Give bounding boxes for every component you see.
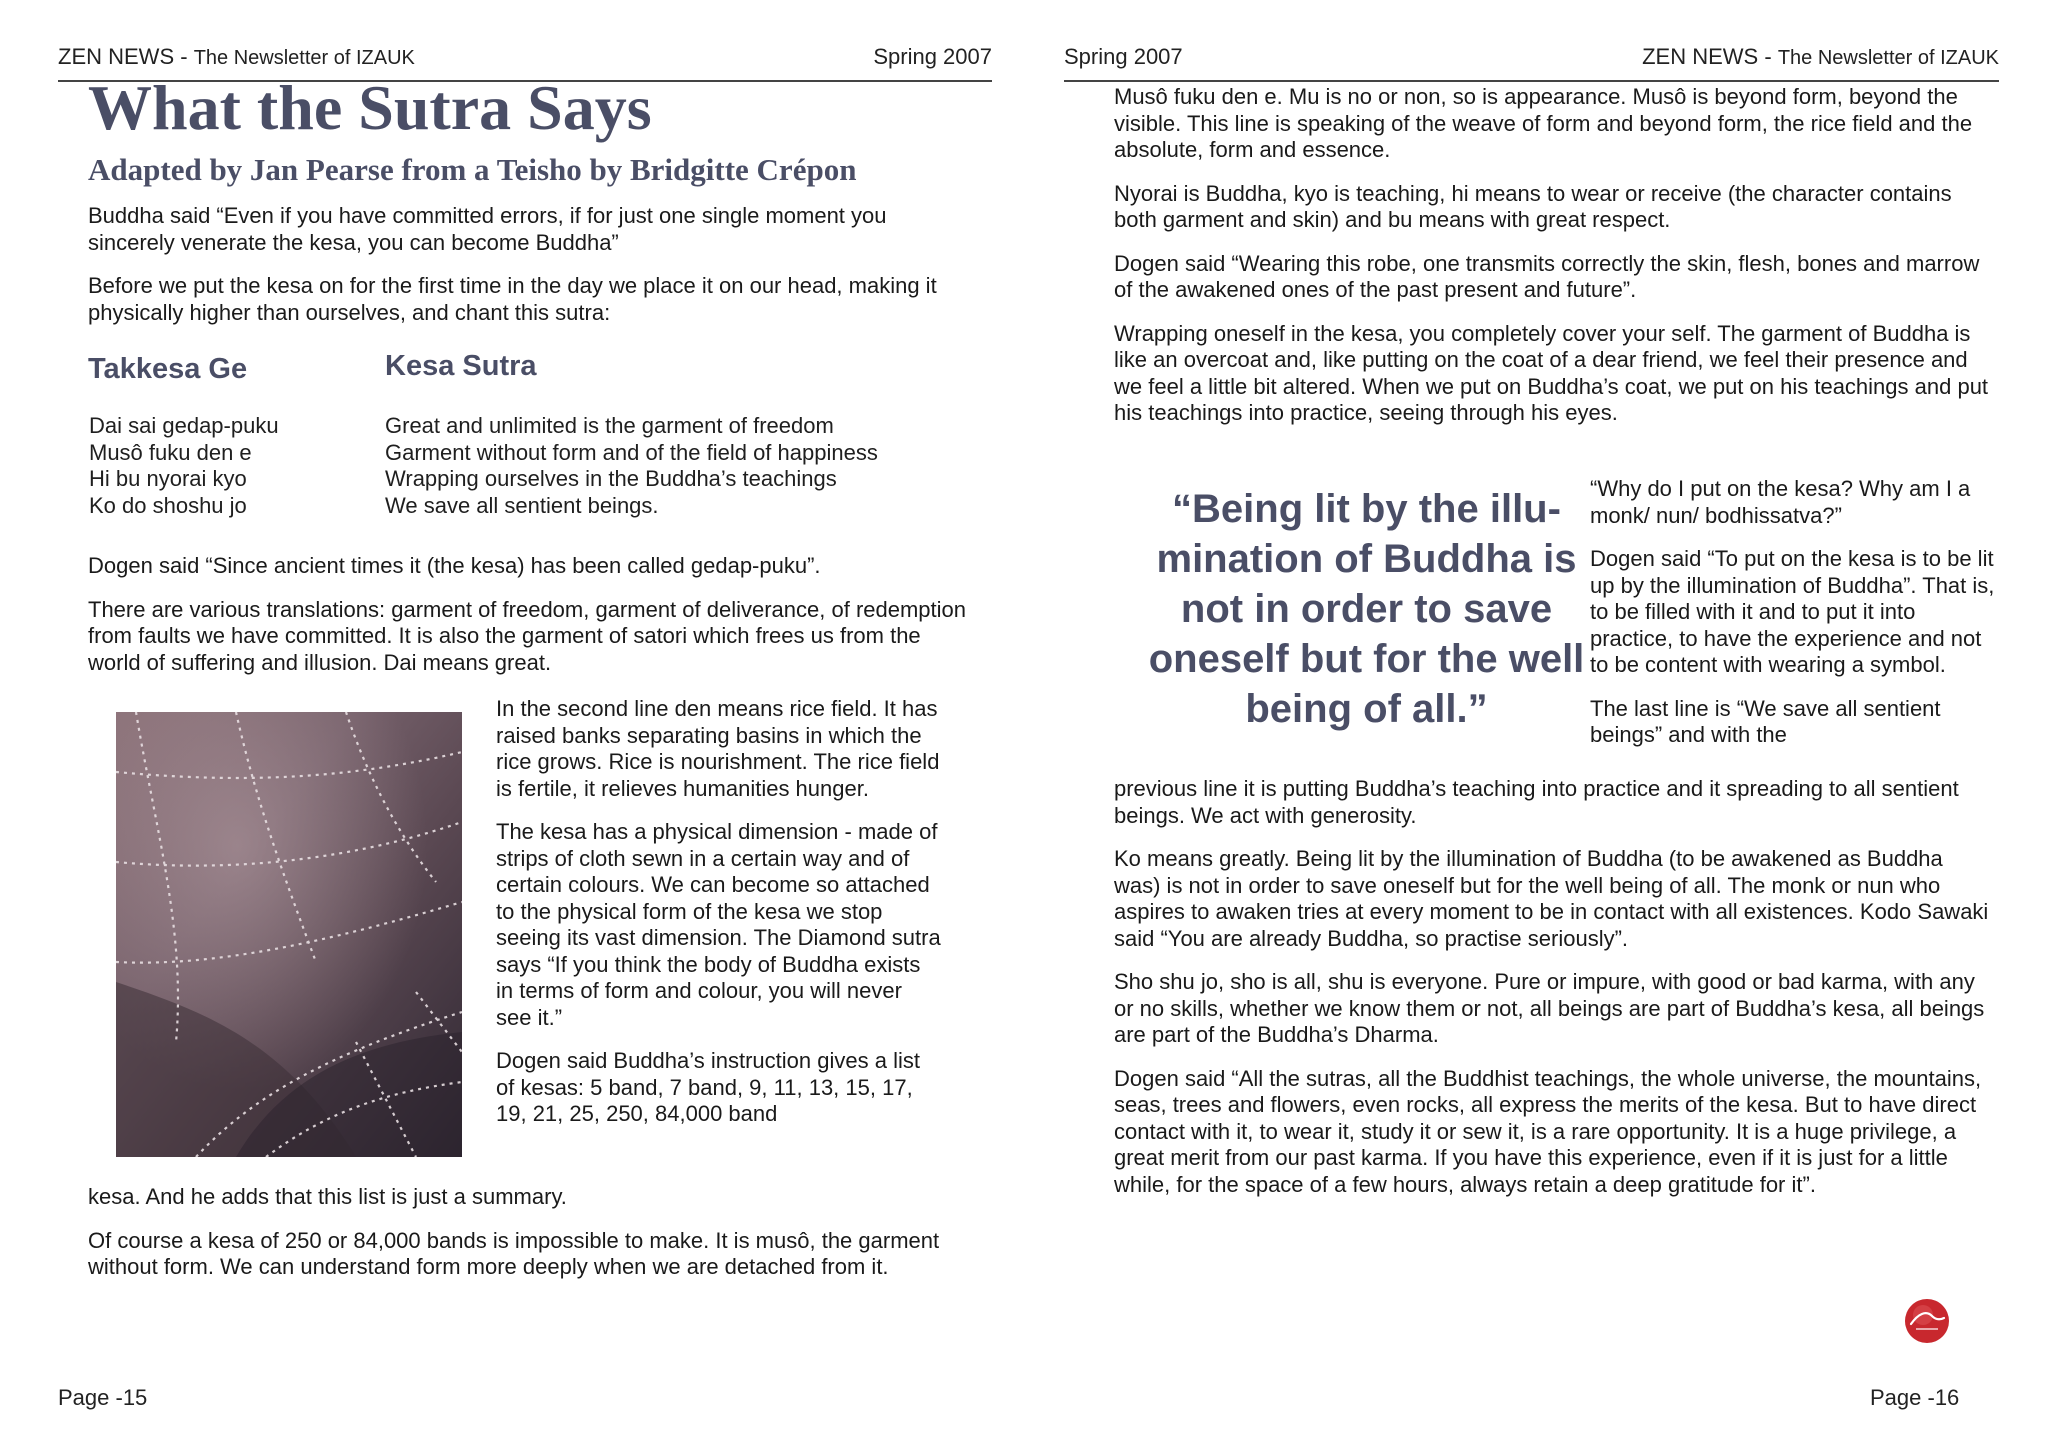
publication-subtitle: The Newsletter of IZAUK: [193, 47, 415, 69]
paragraph: “Why do I put on the kesa? Why am I a monk/ nun/ bodhissatva?”: [1590, 476, 1971, 528]
paragraph: The last line is “We save all sentient beings” and with the: [1590, 695, 1941, 747]
paragraph: Dogen said Buddha’s instruction gives a list of kesas: 5 band, 7 band, 9, 11, 13, 15, 17, 19, 21, 25, 250, 84,000 band: [496, 1048, 920, 1126]
sutra-english-lines: [385, 413, 878, 519]
article-byline: Adapted by Jan Pearse from a Teisho by Bridgitte Crépon: [88, 152, 857, 187]
publication-name: ZEN NEWS: [58, 44, 175, 69]
header-publication: [1642, 44, 1999, 70]
top-text: [1114, 84, 1994, 427]
sutra-line: Dai sai gedap-puku: [89, 413, 279, 438]
header-separator: -: [1764, 44, 1772, 69]
pull-quote: “Being lit by the illu- mination of Buddha is not in order to save oneself but for the well being of all.”: [1148, 487, 1585, 731]
paragraph: Nyorai is Buddha, kyo is teaching, hi means to wear or receive (the character contains both garment and skin) and bu means with great respect.: [1114, 180, 1952, 232]
sutra-line: Hi bu nyorai kyo: [89, 466, 247, 491]
publication-name: ZEN NEWS: [1642, 44, 1759, 69]
paragraph: Before we put the kesa on for the first time in the day we place it on our head, making it physically higher than ourselves, and chant this sutra:: [88, 273, 937, 325]
paragraph: previous line it is putting Buddha’s teaching into practice and it spreading to all sentient beings. We act with generosity.: [1114, 776, 1959, 828]
publication-subtitle: The Newsletter of IZAUK: [1777, 47, 1999, 69]
intro-text: [88, 203, 968, 326]
paragraph: Dogen said “Wearing this robe, one transmits correctly the skin, flesh, bones and marrow of the awakened ones of the past present and future”.: [1114, 250, 1980, 302]
sutra-line: We save all sentient beings.: [385, 492, 659, 518]
paragraph: Dogen said “To put on the kesa is to be lit up by the illumination of Buddha”. That is, to be filled with it and to put it into practice, to have the experience and not to be content with wearing a symbol.: [1590, 546, 1995, 677]
paragraph: Ko means greatly. Being lit by the illumination of Buddha (to be awakened as Buddha was) is not in order to save oneself but for the well being of all. The monk or nun who aspires to awaken tries at every moment to be in contact with all existences. Kodo Sawaki said “You are already Buddha, so practise seriously”.: [1114, 846, 1989, 951]
wrap-text: [496, 696, 941, 1128]
header-separator: -: [180, 44, 188, 69]
enso-logo-icon: [1902, 1296, 1952, 1346]
paragraph: In the second line den means rice field. It has raised banks separating basins in which the rice grows. Rice is nourishment. The rice field is fertile, it relieves humanities hunger.: [496, 696, 940, 801]
mid-text: [88, 553, 968, 676]
page-number: Page -15: [58, 1385, 148, 1410]
paragraph: The kesa has a physical dimension - made of strips of cloth sewn in a certain way and of certain colours. We can become so attached to the physical form of the kesa we stop seeing its vast dimension. The Diamond sutra says “If you think the body of Buddha exists in terms of form and colour, you will never see it.”: [496, 819, 941, 1030]
enso-logo-icon: [1902, 1296, 1952, 1346]
paragraph: Dogen said “Since ancient times it (the kesa) has been called gedap-puku”.: [88, 553, 821, 578]
header-issue: Spring 2007: [1064, 44, 1183, 69]
sutra-heading-japanese: Takkesa Ge: [88, 353, 248, 385]
header-issue: Spring 2007: [873, 44, 992, 69]
running-header: [1064, 40, 1999, 82]
sutra-japanese-lines: [89, 413, 279, 519]
right-page: [1024, 0, 2048, 1448]
page-number: Page -16: [1870, 1385, 1960, 1410]
sutra-line: Musô fuku den e: [89, 439, 252, 465]
paragraph: Wrapping oneself in the kesa, you completely cover your self. The garment of Buddha is like an overcoat and, like putting on the coat of a dear friend, we feel their presence and we feel a little bit altered. When we put on Buddha’s coat, we put on his teachings and put his teachings into practice, seeing through his eyes.: [1114, 320, 1989, 425]
paragraph: There are various translations: garment of freedom, garment of deliverance, of redemption from faults we have committed. It is also the garment of satori which frees us from the world of suffering and illusion. Dai means great.: [88, 596, 967, 675]
kesa-cloth-photo: [116, 712, 462, 1157]
sutra-line: Wrapping ourselves in the Buddha’s teachings: [385, 466, 837, 491]
paragraph: Buddha said “Even if you have committed errors, if for just one single moment you sincerely venerate the kesa, you can become Buddha”: [88, 203, 887, 255]
paragraph: Sho shu jo, sho is all, shu is everyone. Pure or impure, with good or bad karma, with any or no skills, whether we know them or not, all beings are part of Buddha’s kesa, all beings are part of the Buddha’s Dharma.: [1114, 969, 1985, 1047]
paragraph: Musô fuku den e. Mu is no or non, so is appearance. Musô is beyond form, beyond the visible. This line is speaking of the weave of form and beyond form, the rice field and the absolute, form and essence.: [1114, 84, 1973, 162]
paragraph: kesa. And he adds that this list is just a summary.: [88, 1184, 567, 1209]
paragraph: Dogen said “All the sutras, all the Buddhist teachings, the whole universe, the mountains, seas, trees and flowers, even rocks, all express the merits of the kesa. But to have direct contact with it, to wear it, study it or sew it, is a rare opportunity. It is a huge privilege, a great merit from our past karma. If you have this experience, even if it is just for a little while, for the space of a few hours, always retain a deep gratitude for it”.: [1114, 1065, 1982, 1197]
sutra-heading-english: Kesa Sutra: [385, 350, 537, 382]
paragraph: Of course a kesa of 250 or 84,000 bands is impossible to make. It is musô, the garment without form. We can understand form more deeply when we are detached from it.: [88, 1227, 940, 1279]
bottom-text: [1114, 776, 1994, 1198]
sutra-line: Great and unlimited is the garment of freedom: [385, 413, 834, 438]
header-publication: [58, 44, 415, 70]
side-text: [1590, 476, 1995, 749]
tail-text: [88, 1184, 968, 1281]
sutra-line: Ko do shoshu jo: [89, 492, 247, 518]
article-title: What the Sutra Says: [88, 72, 652, 143]
sutra-line: Garment without form and of the field of happiness: [385, 439, 878, 465]
kesa-cloth-image: [116, 712, 462, 1157]
